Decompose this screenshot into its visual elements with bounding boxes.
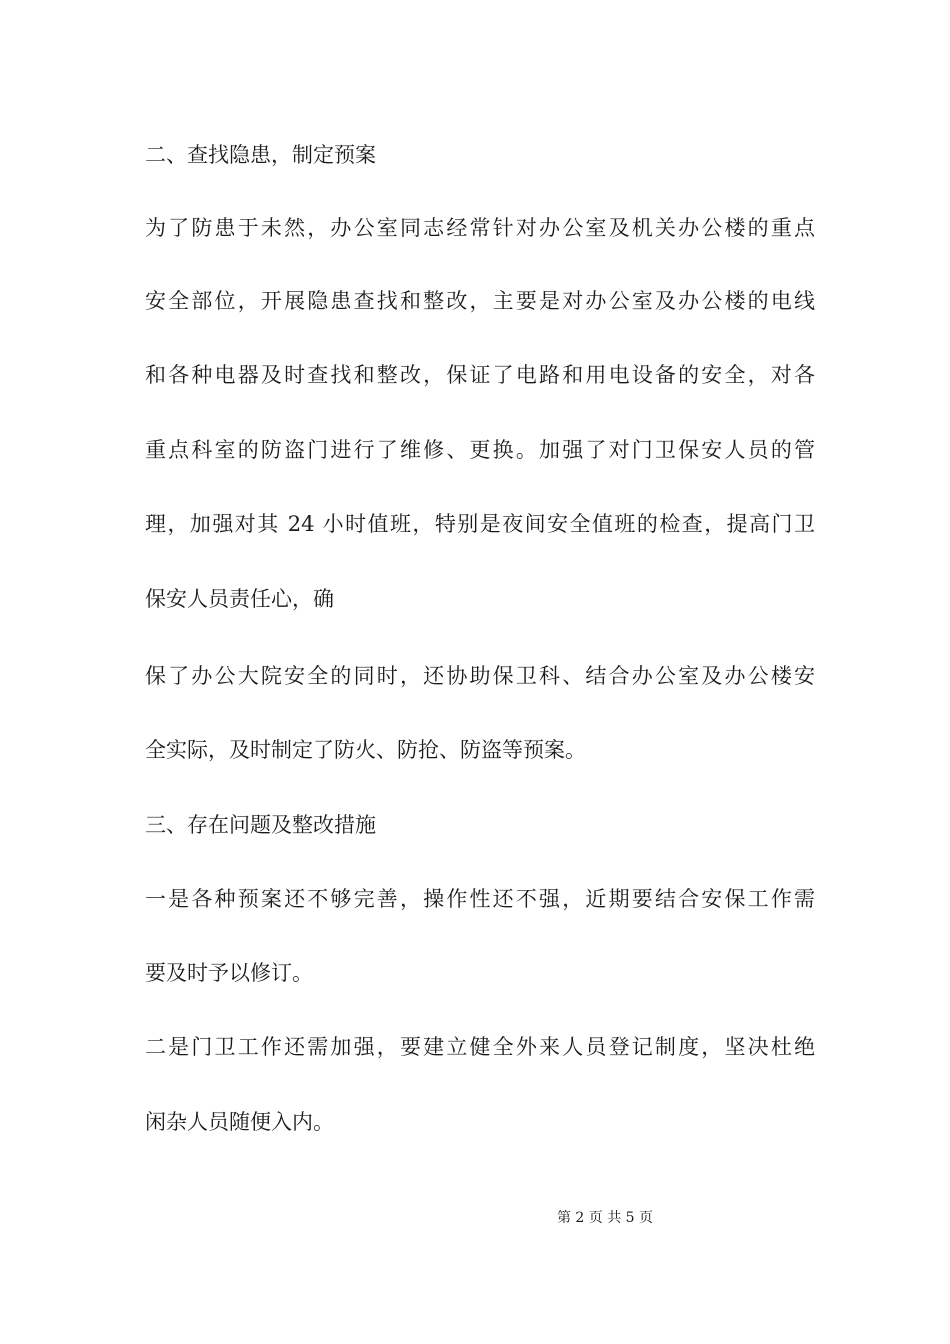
- paragraph-line: 一是各种预案还不够完善，操作性还不强，近期要结合安保工作需: [145, 887, 815, 911]
- page-number: 第 2 页 共 5 页: [556, 1210, 654, 1226]
- paragraph-line: 闲杂人员随便入内。: [145, 1110, 334, 1134]
- section-heading-3: 三、存在问题及整改措施: [145, 813, 376, 837]
- paragraph-line: 为了防患于未然，办公室同志经常针对办公室及机关办公楼的重点: [145, 216, 815, 240]
- paragraph-line: 重点科室的防盗门进行了维修、更换。加强了对门卫保安人员的管: [145, 438, 815, 462]
- paragraph-line: 和各种电器及时查找和整改，保证了电路和用电设备的安全，对各: [145, 363, 815, 387]
- paragraph-line: 理，加强对其 24 小时值班，特别是夜间安全值班的检查，提高门卫: [145, 512, 815, 536]
- paragraph-line: 保了办公大院安全的同时，还协助保卫科、结合办公室及办公楼安: [145, 664, 815, 688]
- paragraph-line: 二是门卫工作还需加强，要建立健全外来人员登记制度，坚决杜绝: [145, 1035, 815, 1059]
- paragraph-line: 全实际，及时制定了防火、防抢、防盗等预案。: [145, 738, 586, 762]
- paragraph-line: 安全部位，开展隐患查找和整改，主要是对办公室及办公楼的电线: [145, 289, 815, 313]
- paragraph-line: 保安人员责任心，确: [145, 587, 334, 611]
- paragraph-line: 要及时予以修订。: [145, 961, 313, 985]
- section-heading-2: 二、查找隐患，制定预案: [145, 143, 376, 167]
